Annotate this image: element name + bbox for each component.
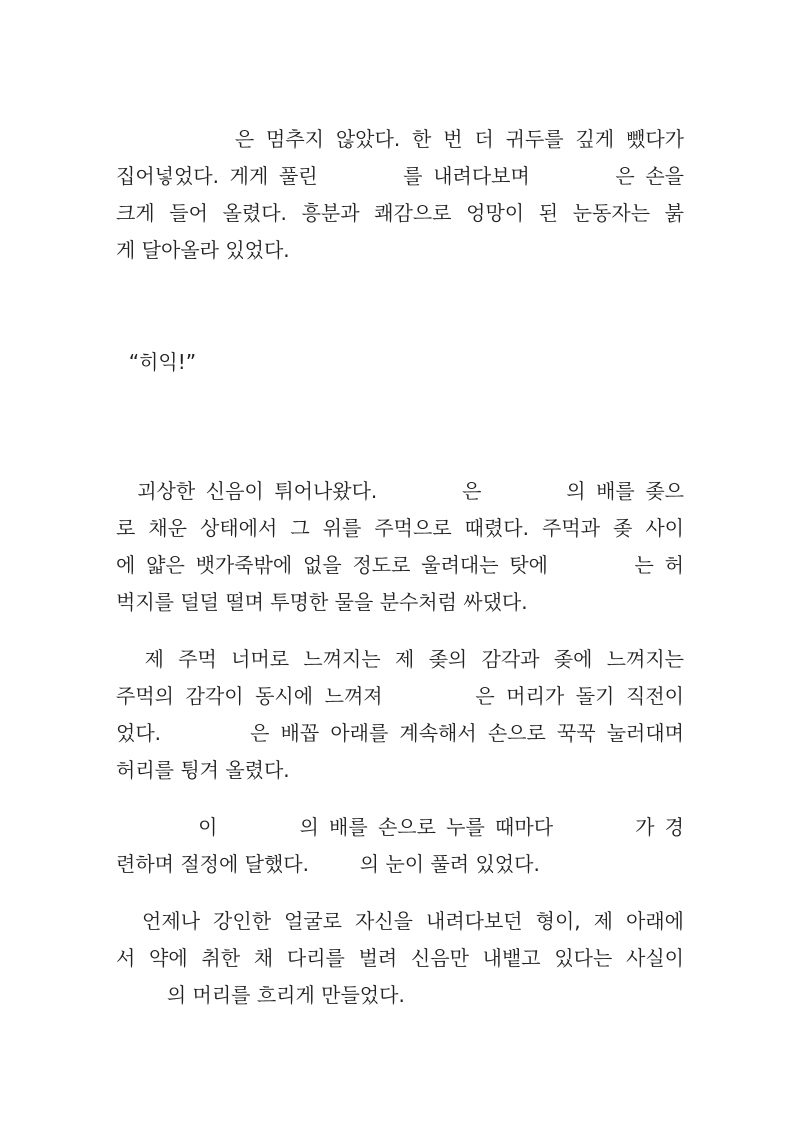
paragraph-1-line-3: 크게 들어 올렸다. 흥분과 쾌감으로 엉망이 된 눈동자는 붉 — [116, 201, 684, 225]
paragraph-6-line-3: 의 머리를 흐리게 만들었다. — [116, 983, 405, 1007]
paragraph-3-line-1: 괴상한 신음이 튀어나왔다. 은 의 배를 좆으 — [116, 479, 684, 503]
paragraph-1-line-4: 게 달아올라 있었다. — [116, 238, 290, 262]
paragraph-1-line-2: 집어넣었다. 게게 풀린 를 내려다보며 은 손을 — [116, 164, 684, 188]
paragraph-5-line-1: 이 의 배를 손으로 누를 때마다 가 경 — [116, 815, 684, 839]
paragraph-2-line-1: “히익!” — [116, 350, 197, 374]
paragraph-5-line-2: 련하며 절정에 달했다. 의 눈이 풀려 있었다. — [116, 852, 540, 876]
paragraph-3-line-3: 에 얇은 뱃가죽밖에 없을 정도로 울려대는 탓에 는 허 — [116, 553, 684, 577]
paragraph-4-line-2: 주먹의 감각이 동시에 느껴져 은 머리가 돌기 직전이 — [116, 684, 684, 708]
paragraph-4-line-3: 었다. 은 배꼽 아래를 계속해서 손으로 꾹꾹 눌러대며 — [116, 721, 684, 745]
paragraph-6-line-2: 서 약에 취한 채 다리를 벌려 신음만 내뱉고 있다는 사실이 — [116, 946, 684, 970]
paragraph-3-line-4: 벅지를 덜덜 떨며 투명한 물을 분수처럼 싸댔다. — [116, 590, 528, 614]
paragraph-6-line-1: 언제나 강인한 얼굴로 자신을 내려다보던 형이, 제 아래에 — [116, 909, 684, 933]
paragraph-1-line-1: 은 멈추지 않았다. 한 번 더 귀두를 깊게 뺐다가 — [116, 127, 684, 151]
paragraph-3-line-2: 로 채운 상태에서 그 위를 주먹으로 때렸다. 주먹과 좆 사이 — [116, 516, 684, 540]
paragraph-4-line-4: 허리를 튕겨 올렸다. — [116, 758, 290, 782]
paragraph-4-line-1: 제 주먹 너머로 느껴지는 제 좆의 감각과 좆에 느껴지는 — [116, 647, 684, 671]
